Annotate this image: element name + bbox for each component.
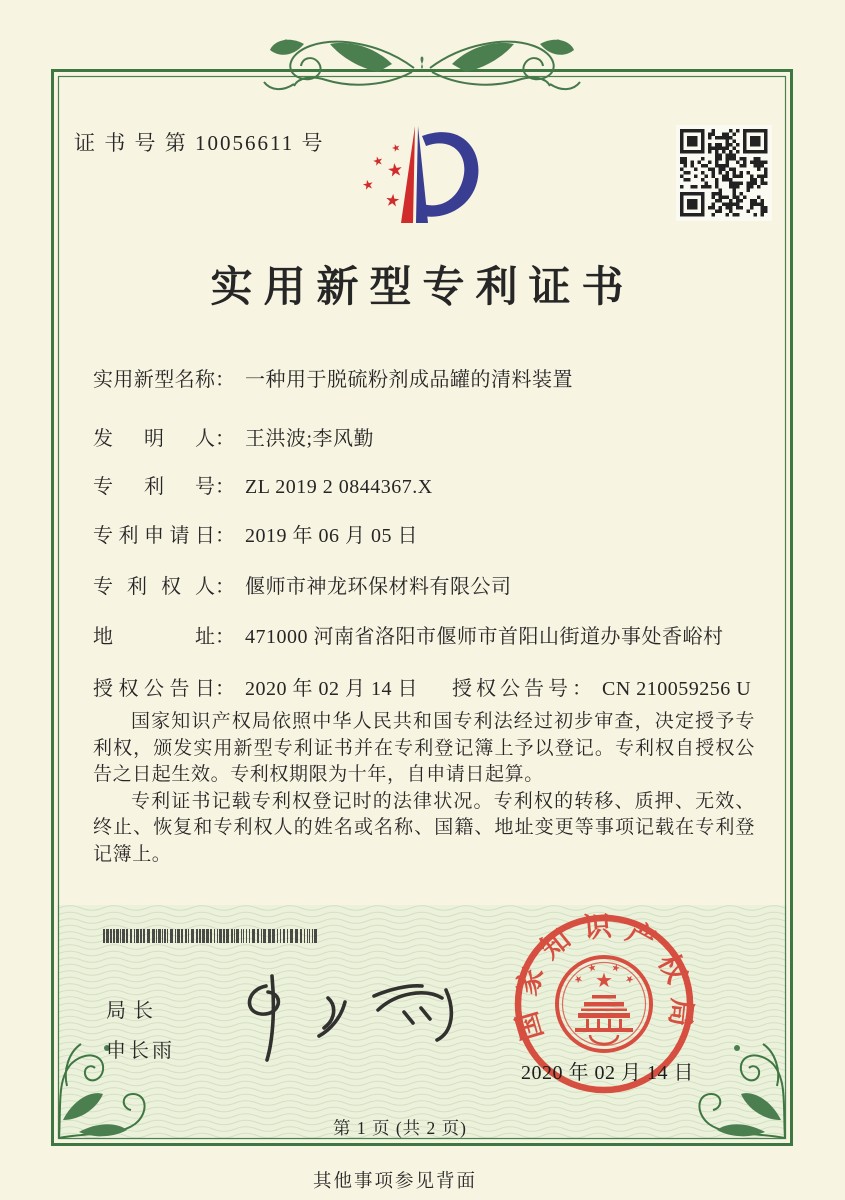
field-label: 授权公告日 <box>93 678 215 700</box>
field-value: 2019 年 06 月 05 日 <box>245 525 418 547</box>
field-label: 专利号 <box>93 476 215 498</box>
field-row-patent-no: 专利号： ZL 2019 2 0844367.X <box>93 470 433 499</box>
field-row-grant-date: 授权公告日： 2020 年 02 月 14 日 <box>93 672 418 701</box>
svg-text:★: ★ <box>361 177 376 195</box>
field-value: 王洪波;李风勤 <box>245 428 375 450</box>
cert-no-prefix: 证 书 号 第 <box>74 131 188 155</box>
logo-p-bowl <box>420 132 478 217</box>
barcode <box>103 929 323 943</box>
field-label: 专利申请日 <box>93 525 215 547</box>
field-value: CN 210059256 U <box>602 678 752 700</box>
field-label: 地址 <box>93 626 215 648</box>
field-label: 实用新型名称 <box>93 369 215 391</box>
seal-gate <box>575 995 633 1044</box>
field-value: ZL 2019 2 0844367.X <box>245 476 433 498</box>
body-paragraph-2: 专利证书记载专利权登记时的法律状况。专利权的转移、质押、无效、终止、恢复和专利权人的姓名或名称、国籍、地址变更等事项记载在专利登记簿上。 <box>93 790 755 865</box>
svg-text:★: ★ <box>371 153 385 170</box>
seal-national-emblem <box>557 957 651 1051</box>
field-label: 发明人 <box>93 428 215 450</box>
field-value: 2020 年 02 月 14 日 <box>245 678 418 700</box>
officer-name: 申长雨 <box>106 1040 175 1062</box>
officer-title: 局长 <box>106 1000 160 1022</box>
page-number: 第 1 页 (共 2 页) <box>332 1118 468 1138</box>
field-row-address: 地址： 471000 河南省洛阳市偃师市首阳山街道办事处香峪村 <box>93 620 724 649</box>
field-value: 471000 河南省洛阳市偃师市首阳山街道办事处香峪村 <box>245 626 724 648</box>
officer-block <box>106 994 175 1063</box>
certificate-number <box>74 127 324 157</box>
cert-no-suffix: 号 <box>301 131 325 155</box>
qr-code <box>676 125 772 221</box>
field-row-filing-date: 专利申请日： 2019 年 06 月 05 日 <box>93 519 418 548</box>
body-paragraph-1: 国家知识产权局依照中华人民共和国专利法经过初步审查，决定授予专利权，颁发实用新型专利证书并在专利登记簿上予以登记。专利权自授权公告之日起生效。专利权期限为十年，自申请日起算。 <box>93 711 755 785</box>
svg-text:★: ★ <box>622 972 636 987</box>
field-row-grant-number: 授权公告号： CN 210059256 U <box>452 678 752 700</box>
svg-text:★: ★ <box>385 159 405 183</box>
seal-date: 2020 年 02 月 14 日 <box>521 1062 694 1084</box>
svg-text:★: ★ <box>383 190 402 212</box>
svg-text:★: ★ <box>390 142 403 156</box>
seal-text: 国家知识产权局 <box>511 911 697 1044</box>
top-center-ornament <box>264 40 580 90</box>
field-row-name: 实用新型名称： 一种用于脱硫粉剂成品罐的清料装置 <box>93 363 573 392</box>
cert-no-value: 10056611 <box>195 131 295 155</box>
field-label: 授权公告号 <box>452 678 572 700</box>
handwritten-signature <box>228 968 468 1068</box>
cnipa-logo-icon <box>338 114 516 236</box>
svg-text:★: ★ <box>595 968 613 992</box>
legal-body-text <box>93 709 755 868</box>
logo-stars <box>361 142 405 212</box>
svg-text:★: ★ <box>586 962 599 976</box>
field-value: 一种用于脱硫粉剂成品罐的清料装置 <box>245 369 573 391</box>
field-label: 专利权人 <box>93 576 215 598</box>
field-row-inventor: 发明人： 王洪波;李风勤 <box>93 422 374 451</box>
page-title: 实用新型专利证书 <box>210 265 635 311</box>
field-value: 偃师市神龙环保材料有限公司 <box>245 576 512 598</box>
svg-text:★: ★ <box>572 972 586 987</box>
back-side-note: 其他事项参见背面 <box>312 1172 477 1192</box>
svg-text:★: ★ <box>609 962 622 976</box>
field-row-patentee: 专利权人： 偃师市神龙环保材料有限公司 <box>93 570 512 599</box>
